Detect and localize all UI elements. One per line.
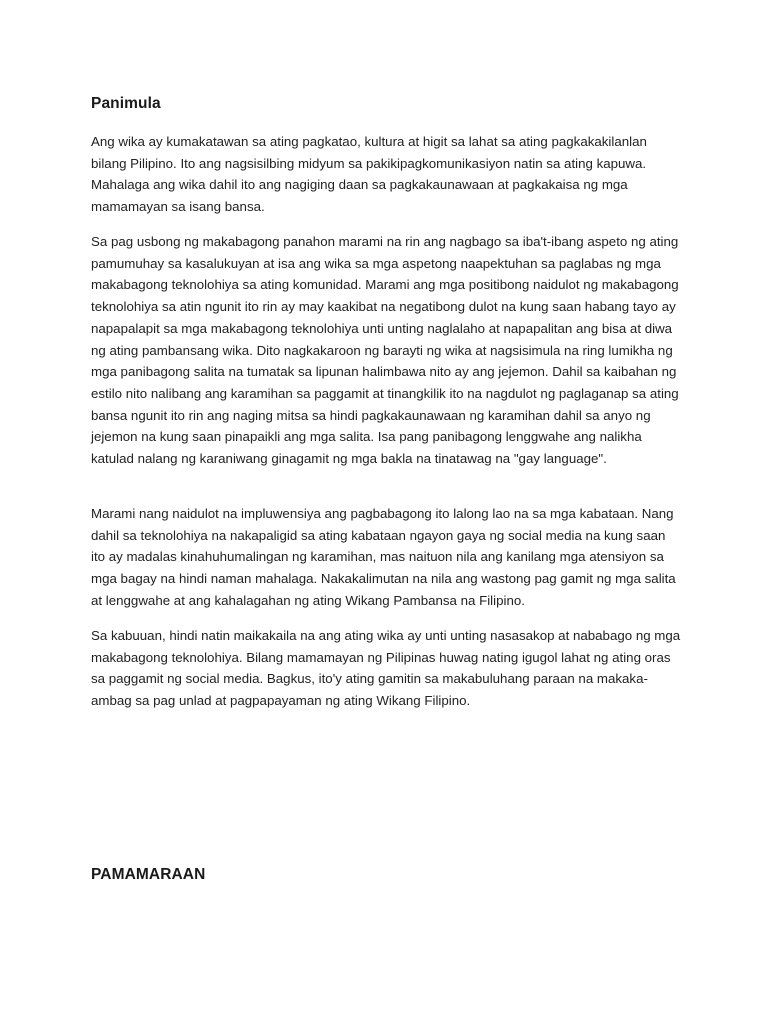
paragraph-3: Marami nang naidulot na impluwensiya ang pagbabagong ito lalong lao na sa mga kabataan. Nang dahil sa teknolohiya na nakapaligid sa ating kabataan ngayon gaya ng social media na kung saan ito ay madalas kinahuhumalingan ng karamihan, mas naituon nila ang kanilang mga atensiyon sa mga bagay na hindi naman mahalaga. Nakakalimutan na nila ang wastong pag gamit ng mga salita at lenggwahe at ang kahalagahan ng ating Wikang Pambansa na Filipino. [91, 506, 676, 608]
paragraph-2: Sa pag usbong ng makabagong panahon marami na rin ang nagbago sa iba't-ibang aspeto ng ating pamumuhay sa kasalukuyan at isa ang wika sa mga aspetong naapektuhan sa paglabas ng mga makabagong teknolohiya sa ating komunidad. Marami ang mga positibong naidulot ng makabagong teknolohiya sa atin ngunit ito rin ay may kaakibat na negatibong dulot na kung saan habang tayo ay napapalapit sa mga makabagong teknolohiya unti unting naglalaho at napapalitan ang bisa at diwa ng ating pambansang wika. Dito nagkakaroon ng barayti ng wika at nagsisimula na ring lumikha ng mga panibagong salita na tumatak sa lipunan halimbawa nito ay ang jejemon. Dahil sa kaibahan ng estilo nito nalibang ang karamihan sa paggamit at tinangkilik ito na nagdulot ng paglaganap sa ating bansa ngunit ito rin ang naging mitsa sa hindi pagkakaunawaan ng karamihan dahil sa anyo ng jejemon na kung saan pinapaikli ang mga salita. Isa pang panibagong lenggwahe ang nalikha katulad nalang ng karaniwang ginagamit ng mga bakla na tinatawag na "gay language". [91, 234, 679, 467]
paragraph-4: Sa kabuuan, hindi natin maikakaila na ang ating wika ay unti unting nasasakop at nababago ng mga makabagong teknolohiya. Bilang mamamayan ng Pilipinas huwag nating igugol lahat ng ating oras sa paggamit ng social media. Bagkus, ito'y ating gamitin sa makabuluhang paraan na makaka-ambag sa pag unlad at pagpapayaman ng ating Wikang Filipino. [91, 628, 681, 709]
section-heading-panimula: Panimula [91, 95, 161, 112]
section-heading-pamamaraan: PAMAMARAAN [91, 866, 206, 883]
paragraph-1: Ang wika ay kumakatawan sa ating pagkatao, kultura at higit sa lahat sa ating pagkakakilanlan bilang Pilipino. Ito ang nagsisilbing midyum sa pakikipagkomunikasiyon natin sa ating kapuwa. Mahalaga ang wika dahil ito ang nagiging daan sa pagkakaunawaan at pagkakaisa ng mga mamamayan sa isang bansa. [91, 134, 647, 215]
